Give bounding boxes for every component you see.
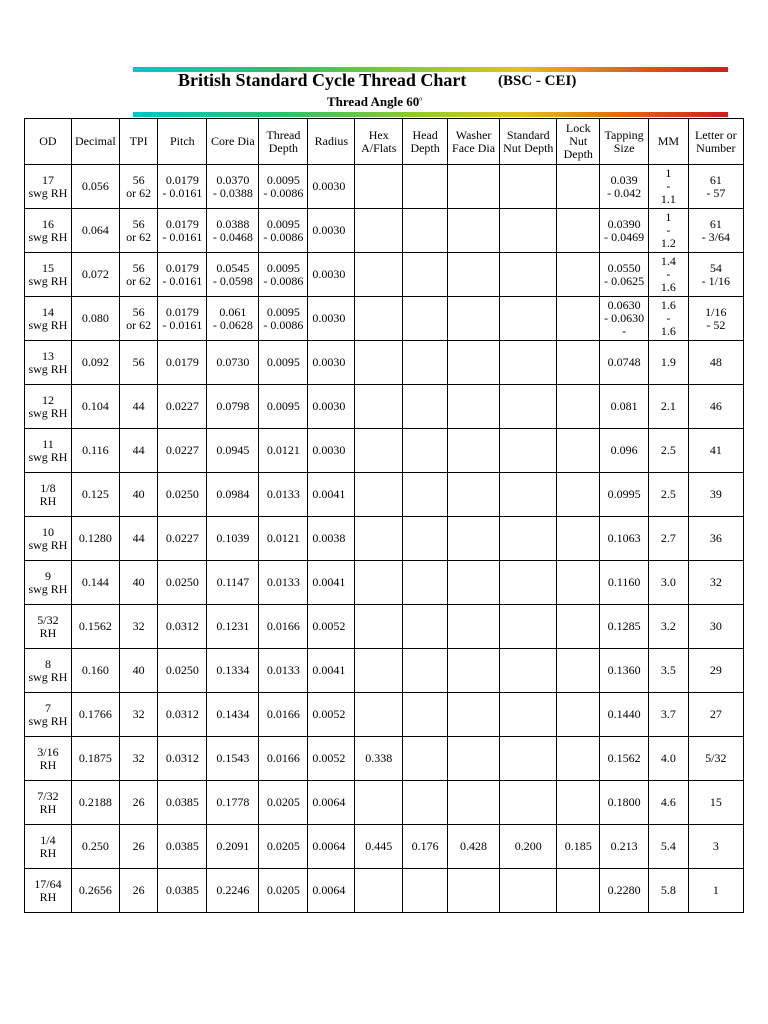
table-cell: 0.0064 <box>308 781 355 825</box>
table-cell <box>500 517 557 561</box>
table-cell <box>448 253 500 297</box>
table-cell: 0.0179 <box>158 341 207 385</box>
table-cell <box>557 209 600 253</box>
table-cell: 0.2091 <box>207 825 259 869</box>
table-row <box>25 781 744 825</box>
table-cell: 26 <box>119 825 158 869</box>
table-cell <box>500 341 557 385</box>
table-cell: 5.8 <box>649 869 689 913</box>
column-header: Pitch <box>158 119 207 165</box>
column-header: Letter or Number <box>688 119 743 165</box>
table-cell: 0.338 <box>355 737 403 781</box>
table-cell: 0.0798 <box>207 385 259 429</box>
table-cell <box>500 429 557 473</box>
table-cell: 0.160 <box>71 649 119 693</box>
table-cell: 0.0179 - 0.0161 <box>158 165 207 209</box>
table-row <box>25 473 744 517</box>
table-cell <box>403 869 448 913</box>
table-cell <box>448 473 500 517</box>
table-row <box>25 869 744 913</box>
table-cell: 0.0133 <box>259 561 308 605</box>
table-cell: 2.5 <box>649 429 689 473</box>
table-cell: 10 swg RH <box>25 517 72 561</box>
table-cell: 0.0121 <box>259 429 308 473</box>
table-cell: 0.2656 <box>71 869 119 913</box>
header-row <box>25 119 744 165</box>
table-cell: 40 <box>119 473 158 517</box>
table-cell: 0.2280 <box>600 869 649 913</box>
table-cell: 16 swg RH <box>25 209 72 253</box>
table-cell: 0.0030 <box>308 341 355 385</box>
table-cell: 4.6 <box>649 781 689 825</box>
table-cell <box>355 341 403 385</box>
table-cell <box>557 385 600 429</box>
table-row <box>25 429 744 473</box>
table-cell <box>557 561 600 605</box>
table-cell: 0.0064 <box>308 869 355 913</box>
table-cell: 8 swg RH <box>25 649 72 693</box>
table-cell <box>403 429 448 473</box>
table-row <box>25 209 744 253</box>
table-cell: 0.0038 <box>308 517 355 561</box>
table-cell: 0.0030 <box>308 253 355 297</box>
table-cell: 0.0052 <box>308 605 355 649</box>
table-cell: 0.176 <box>403 825 448 869</box>
table-cell: 0.1280 <box>71 517 119 561</box>
table-cell <box>448 517 500 561</box>
table-cell: 0.0630 - 0.0630 - <box>600 297 649 341</box>
table-cell: 0.061 - 0.0628 <box>207 297 259 341</box>
table-cell: 0.0064 <box>308 825 355 869</box>
table-cell <box>500 297 557 341</box>
table-cell: 54 - 1/16 <box>688 253 743 297</box>
table-cell: 3.5 <box>649 649 689 693</box>
table-cell <box>355 253 403 297</box>
column-header: TPI <box>119 119 158 165</box>
table-cell: 44 <box>119 385 158 429</box>
table-cell: 0.0179 - 0.0161 <box>158 209 207 253</box>
table-row <box>25 165 744 209</box>
table-cell: 0.0545 - 0.0598 <box>207 253 259 297</box>
table-cell <box>355 605 403 649</box>
column-header: Hex A/Flats <box>355 119 403 165</box>
table-cell <box>403 297 448 341</box>
table-cell: 0.0030 <box>308 209 355 253</box>
table-cell: 0.0041 <box>308 561 355 605</box>
table-body <box>25 165 744 913</box>
column-header: OD <box>25 119 72 165</box>
table-cell: 1.6 - 1.6 <box>649 297 689 341</box>
table-cell: 0.092 <box>71 341 119 385</box>
table-cell: 0.1285 <box>600 605 649 649</box>
table-cell: 32 <box>119 737 158 781</box>
table-cell: 0.0166 <box>259 737 308 781</box>
table-cell <box>448 385 500 429</box>
table-cell: 3.0 <box>649 561 689 605</box>
table-cell: 36 <box>688 517 743 561</box>
table-cell: 12 swg RH <box>25 385 72 429</box>
table-cell: 3/16 RH <box>25 737 72 781</box>
table-cell: 0.0179 - 0.0161 <box>158 297 207 341</box>
table-cell <box>500 165 557 209</box>
table-cell: 0.185 <box>557 825 600 869</box>
table-cell: 0.0095 - 0.0086 <box>259 209 308 253</box>
table-cell <box>403 341 448 385</box>
table-cell: 9 swg RH <box>25 561 72 605</box>
table-cell: 0.0390 - 0.0469 <box>600 209 649 253</box>
table-cell: 0.0041 <box>308 473 355 517</box>
table-cell: 0.0370 - 0.0388 <box>207 165 259 209</box>
table-cell: 0.2188 <box>71 781 119 825</box>
table-cell: 1 <box>688 869 743 913</box>
table-cell: 0.144 <box>71 561 119 605</box>
table-cell: 44 <box>119 429 158 473</box>
thread-chart-table <box>24 118 744 913</box>
table-cell <box>557 737 600 781</box>
table-cell: 0.080 <box>71 297 119 341</box>
table-row <box>25 561 744 605</box>
column-header: Standard Nut Depth <box>500 119 557 165</box>
table-row <box>25 385 744 429</box>
table-cell: 2.1 <box>649 385 689 429</box>
table-cell <box>500 781 557 825</box>
table-cell: 0.0030 <box>308 297 355 341</box>
table-cell <box>355 297 403 341</box>
table-cell: 0.0227 <box>158 385 207 429</box>
table-cell: 0.096 <box>600 429 649 473</box>
column-header: Decimal <box>71 119 119 165</box>
table-cell: 0.250 <box>71 825 119 869</box>
table-cell <box>500 649 557 693</box>
table-cell <box>557 297 600 341</box>
table-cell: 1 - 1.1 <box>649 165 689 209</box>
table-cell: 3 <box>688 825 743 869</box>
table-cell: 0.0166 <box>259 693 308 737</box>
table-cell: 5.4 <box>649 825 689 869</box>
page-title: British Standard Cycle Thread Chart <box>178 70 467 90</box>
column-header: Core Dia <box>207 119 259 165</box>
table-cell: 0.1766 <box>71 693 119 737</box>
column-header: MM <box>649 119 689 165</box>
table-cell <box>500 473 557 517</box>
table-cell: 0.0385 <box>158 781 207 825</box>
table-row <box>25 605 744 649</box>
table-cell: 0.1063 <box>600 517 649 561</box>
table-cell <box>403 385 448 429</box>
table-cell: 26 <box>119 781 158 825</box>
table-cell: 1/8 RH <box>25 473 72 517</box>
table-cell: 1 - 1.2 <box>649 209 689 253</box>
table-cell: 0.0095 - 0.0086 <box>259 165 308 209</box>
table-cell: 0.0095 - 0.0086 <box>259 253 308 297</box>
table-cell: 0.116 <box>71 429 119 473</box>
table-cell: 11 swg RH <box>25 429 72 473</box>
table-cell: 3.2 <box>649 605 689 649</box>
table-cell: 0.0205 <box>259 869 308 913</box>
table-row <box>25 649 744 693</box>
table-cell <box>448 297 500 341</box>
table-cell: 1/16 - 52 <box>688 297 743 341</box>
table-cell: 27 <box>688 693 743 737</box>
table-cell: 0.0945 <box>207 429 259 473</box>
table-cell: 0.1147 <box>207 561 259 605</box>
table-cell: 29 <box>688 649 743 693</box>
table-cell: 32 <box>688 561 743 605</box>
table-cell: 17/64 RH <box>25 869 72 913</box>
table-cell: 2.5 <box>649 473 689 517</box>
table-cell <box>403 209 448 253</box>
table-cell: 5/32 RH <box>25 605 72 649</box>
table-cell: 0.1231 <box>207 605 259 649</box>
table-cell <box>355 209 403 253</box>
table-cell <box>500 385 557 429</box>
table-cell: 48 <box>688 341 743 385</box>
table-cell <box>557 605 600 649</box>
table-cell <box>403 165 448 209</box>
table-cell: 0.213 <box>600 825 649 869</box>
column-header: Lock Nut Depth <box>557 119 600 165</box>
table-cell: 0.104 <box>71 385 119 429</box>
table-cell: 0.0133 <box>259 649 308 693</box>
table-cell <box>355 649 403 693</box>
table-cell <box>557 517 600 561</box>
table-cell: 0.0550 - 0.0625 <box>600 253 649 297</box>
degree-symbol: o <box>419 96 423 103</box>
table-cell <box>355 385 403 429</box>
table-cell: 0.0041 <box>308 649 355 693</box>
table-cell <box>448 165 500 209</box>
table-cell <box>557 781 600 825</box>
table-cell <box>403 517 448 561</box>
table-cell: 0.1434 <box>207 693 259 737</box>
table-cell: 17 swg RH <box>25 165 72 209</box>
table-cell: 0.0250 <box>158 473 207 517</box>
table-cell: 0.0052 <box>308 737 355 781</box>
table-cell: 0.0385 <box>158 825 207 869</box>
table-cell: 0.0052 <box>308 693 355 737</box>
table-cell <box>355 693 403 737</box>
table-cell: 41 <box>688 429 743 473</box>
table-cell: 1.9 <box>649 341 689 385</box>
table-cell <box>448 737 500 781</box>
table-cell <box>557 473 600 517</box>
table-cell <box>355 165 403 209</box>
table-cell <box>557 649 600 693</box>
table-cell: 0.0227 <box>158 517 207 561</box>
table-cell: 0.0121 <box>259 517 308 561</box>
table-cell: 0.0095 - 0.0086 <box>259 297 308 341</box>
table-cell <box>448 649 500 693</box>
table-cell: 0.2246 <box>207 869 259 913</box>
table-cell: 0.0312 <box>158 693 207 737</box>
table-cell: 7 swg RH <box>25 693 72 737</box>
table-cell: 0.1440 <box>600 693 649 737</box>
table-cell: 56 <box>119 341 158 385</box>
table-cell <box>557 341 600 385</box>
table-row <box>25 253 744 297</box>
table-cell <box>355 517 403 561</box>
table-cell <box>500 693 557 737</box>
table-cell <box>448 781 500 825</box>
table-cell: 46 <box>688 385 743 429</box>
table-cell <box>500 737 557 781</box>
table-cell <box>355 473 403 517</box>
table-cell: 30 <box>688 605 743 649</box>
column-header: Washer Face Dia <box>448 119 500 165</box>
table-cell <box>500 605 557 649</box>
thread-angle-label: Thread Angle 60 <box>327 94 420 109</box>
column-header: Head Depth <box>403 119 448 165</box>
table-cell: 1/4 RH <box>25 825 72 869</box>
column-header: Radius <box>308 119 355 165</box>
table-cell: 0.1800 <box>600 781 649 825</box>
table-row <box>25 341 744 385</box>
table-cell: 0.072 <box>71 253 119 297</box>
table-cell <box>448 869 500 913</box>
table-cell <box>403 737 448 781</box>
table-cell: 61 - 57 <box>688 165 743 209</box>
table-cell: 0.1360 <box>600 649 649 693</box>
table-cell: 15 <box>688 781 743 825</box>
table-cell <box>448 429 500 473</box>
table-cell <box>557 165 600 209</box>
table-cell: 0.0385 <box>158 869 207 913</box>
table-cell: 0.1334 <box>207 649 259 693</box>
table-cell: 5/32 <box>688 737 743 781</box>
table-cell <box>403 473 448 517</box>
table-cell <box>403 253 448 297</box>
table-cell: 0.0030 <box>308 429 355 473</box>
table-cell: 0.0995 <box>600 473 649 517</box>
table-cell: 0.200 <box>500 825 557 869</box>
table-cell: 0.081 <box>600 385 649 429</box>
table-cell: 0.1160 <box>600 561 649 605</box>
table-cell <box>403 781 448 825</box>
table-cell: 14 swg RH <box>25 297 72 341</box>
table-cell: 3.7 <box>649 693 689 737</box>
table-cell: 0.0030 <box>308 165 355 209</box>
table-cell: 7/32 RH <box>25 781 72 825</box>
table-cell <box>403 649 448 693</box>
table-cell: 0.445 <box>355 825 403 869</box>
table-cell <box>448 605 500 649</box>
table-cell: 0.0250 <box>158 649 207 693</box>
table-cell: 13 swg RH <box>25 341 72 385</box>
table-cell: 0.0388 - 0.0468 <box>207 209 259 253</box>
table-cell: 0.1562 <box>600 737 649 781</box>
table-cell: 0.0030 <box>308 385 355 429</box>
table-cell: 1.4 - 1.6 <box>649 253 689 297</box>
table-cell <box>500 209 557 253</box>
table-cell <box>557 253 600 297</box>
table-cell: 0.0730 <box>207 341 259 385</box>
table-cell: 0.1875 <box>71 737 119 781</box>
table-cell <box>355 561 403 605</box>
table-cell: 15 swg RH <box>25 253 72 297</box>
table-cell: 0.1543 <box>207 737 259 781</box>
table-cell: 0.0179 - 0.0161 <box>158 253 207 297</box>
table-cell <box>355 781 403 825</box>
table-cell: 56 or 62 <box>119 165 158 209</box>
table-row <box>25 693 744 737</box>
table-cell <box>403 605 448 649</box>
table-cell: 0.1778 <box>207 781 259 825</box>
table-cell: 56 or 62 <box>119 297 158 341</box>
table-cell: 56 or 62 <box>119 209 158 253</box>
table-cell: 40 <box>119 561 158 605</box>
table-cell <box>500 869 557 913</box>
table-cell <box>557 693 600 737</box>
table-cell: 32 <box>119 605 158 649</box>
table-cell: 0.064 <box>71 209 119 253</box>
table-cell <box>403 561 448 605</box>
table-cell: 0.0250 <box>158 561 207 605</box>
table-row <box>25 297 744 341</box>
table-cell: 0.428 <box>448 825 500 869</box>
table-cell <box>500 561 557 605</box>
table-cell: 0.0312 <box>158 605 207 649</box>
column-header: Tapping Size <box>600 119 649 165</box>
table-cell: 0.0205 <box>259 825 308 869</box>
table-cell: 0.039 - 0.042 <box>600 165 649 209</box>
table-row <box>25 517 744 561</box>
table-cell: 0.0227 <box>158 429 207 473</box>
table-cell: 40 <box>119 649 158 693</box>
table-cell: 26 <box>119 869 158 913</box>
table-cell <box>448 693 500 737</box>
table-cell: 2.7 <box>649 517 689 561</box>
thread-angle <box>327 94 422 110</box>
table-cell <box>355 869 403 913</box>
table-cell: 0.0748 <box>600 341 649 385</box>
table-cell: 56 or 62 <box>119 253 158 297</box>
table-cell <box>557 429 600 473</box>
table-cell: 44 <box>119 517 158 561</box>
table-cell <box>403 693 448 737</box>
table-cell <box>557 869 600 913</box>
table-cell: 0.125 <box>71 473 119 517</box>
table-cell <box>355 429 403 473</box>
column-header: Thread Depth <box>259 119 308 165</box>
table-cell: 39 <box>688 473 743 517</box>
table-cell: 0.0095 <box>259 341 308 385</box>
bottom-color-bar <box>133 112 728 117</box>
table-cell: 0.0205 <box>259 781 308 825</box>
table-cell: 0.056 <box>71 165 119 209</box>
table-cell: 0.1562 <box>71 605 119 649</box>
table-cell: 4.0 <box>649 737 689 781</box>
table-cell: 32 <box>119 693 158 737</box>
table-cell <box>448 341 500 385</box>
table-cell: 0.0095 <box>259 385 308 429</box>
table-cell: 0.0166 <box>259 605 308 649</box>
table-cell: 61 - 3/64 <box>688 209 743 253</box>
table-cell: 0.0312 <box>158 737 207 781</box>
table-cell: 0.1039 <box>207 517 259 561</box>
table-cell: 0.0984 <box>207 473 259 517</box>
standard-code: (BSC - CEI) <box>498 73 577 89</box>
table-cell <box>448 561 500 605</box>
table-cell: 0.0133 <box>259 473 308 517</box>
table-cell <box>500 253 557 297</box>
table-cell <box>448 209 500 253</box>
table-row <box>25 825 744 869</box>
table-row <box>25 737 744 781</box>
